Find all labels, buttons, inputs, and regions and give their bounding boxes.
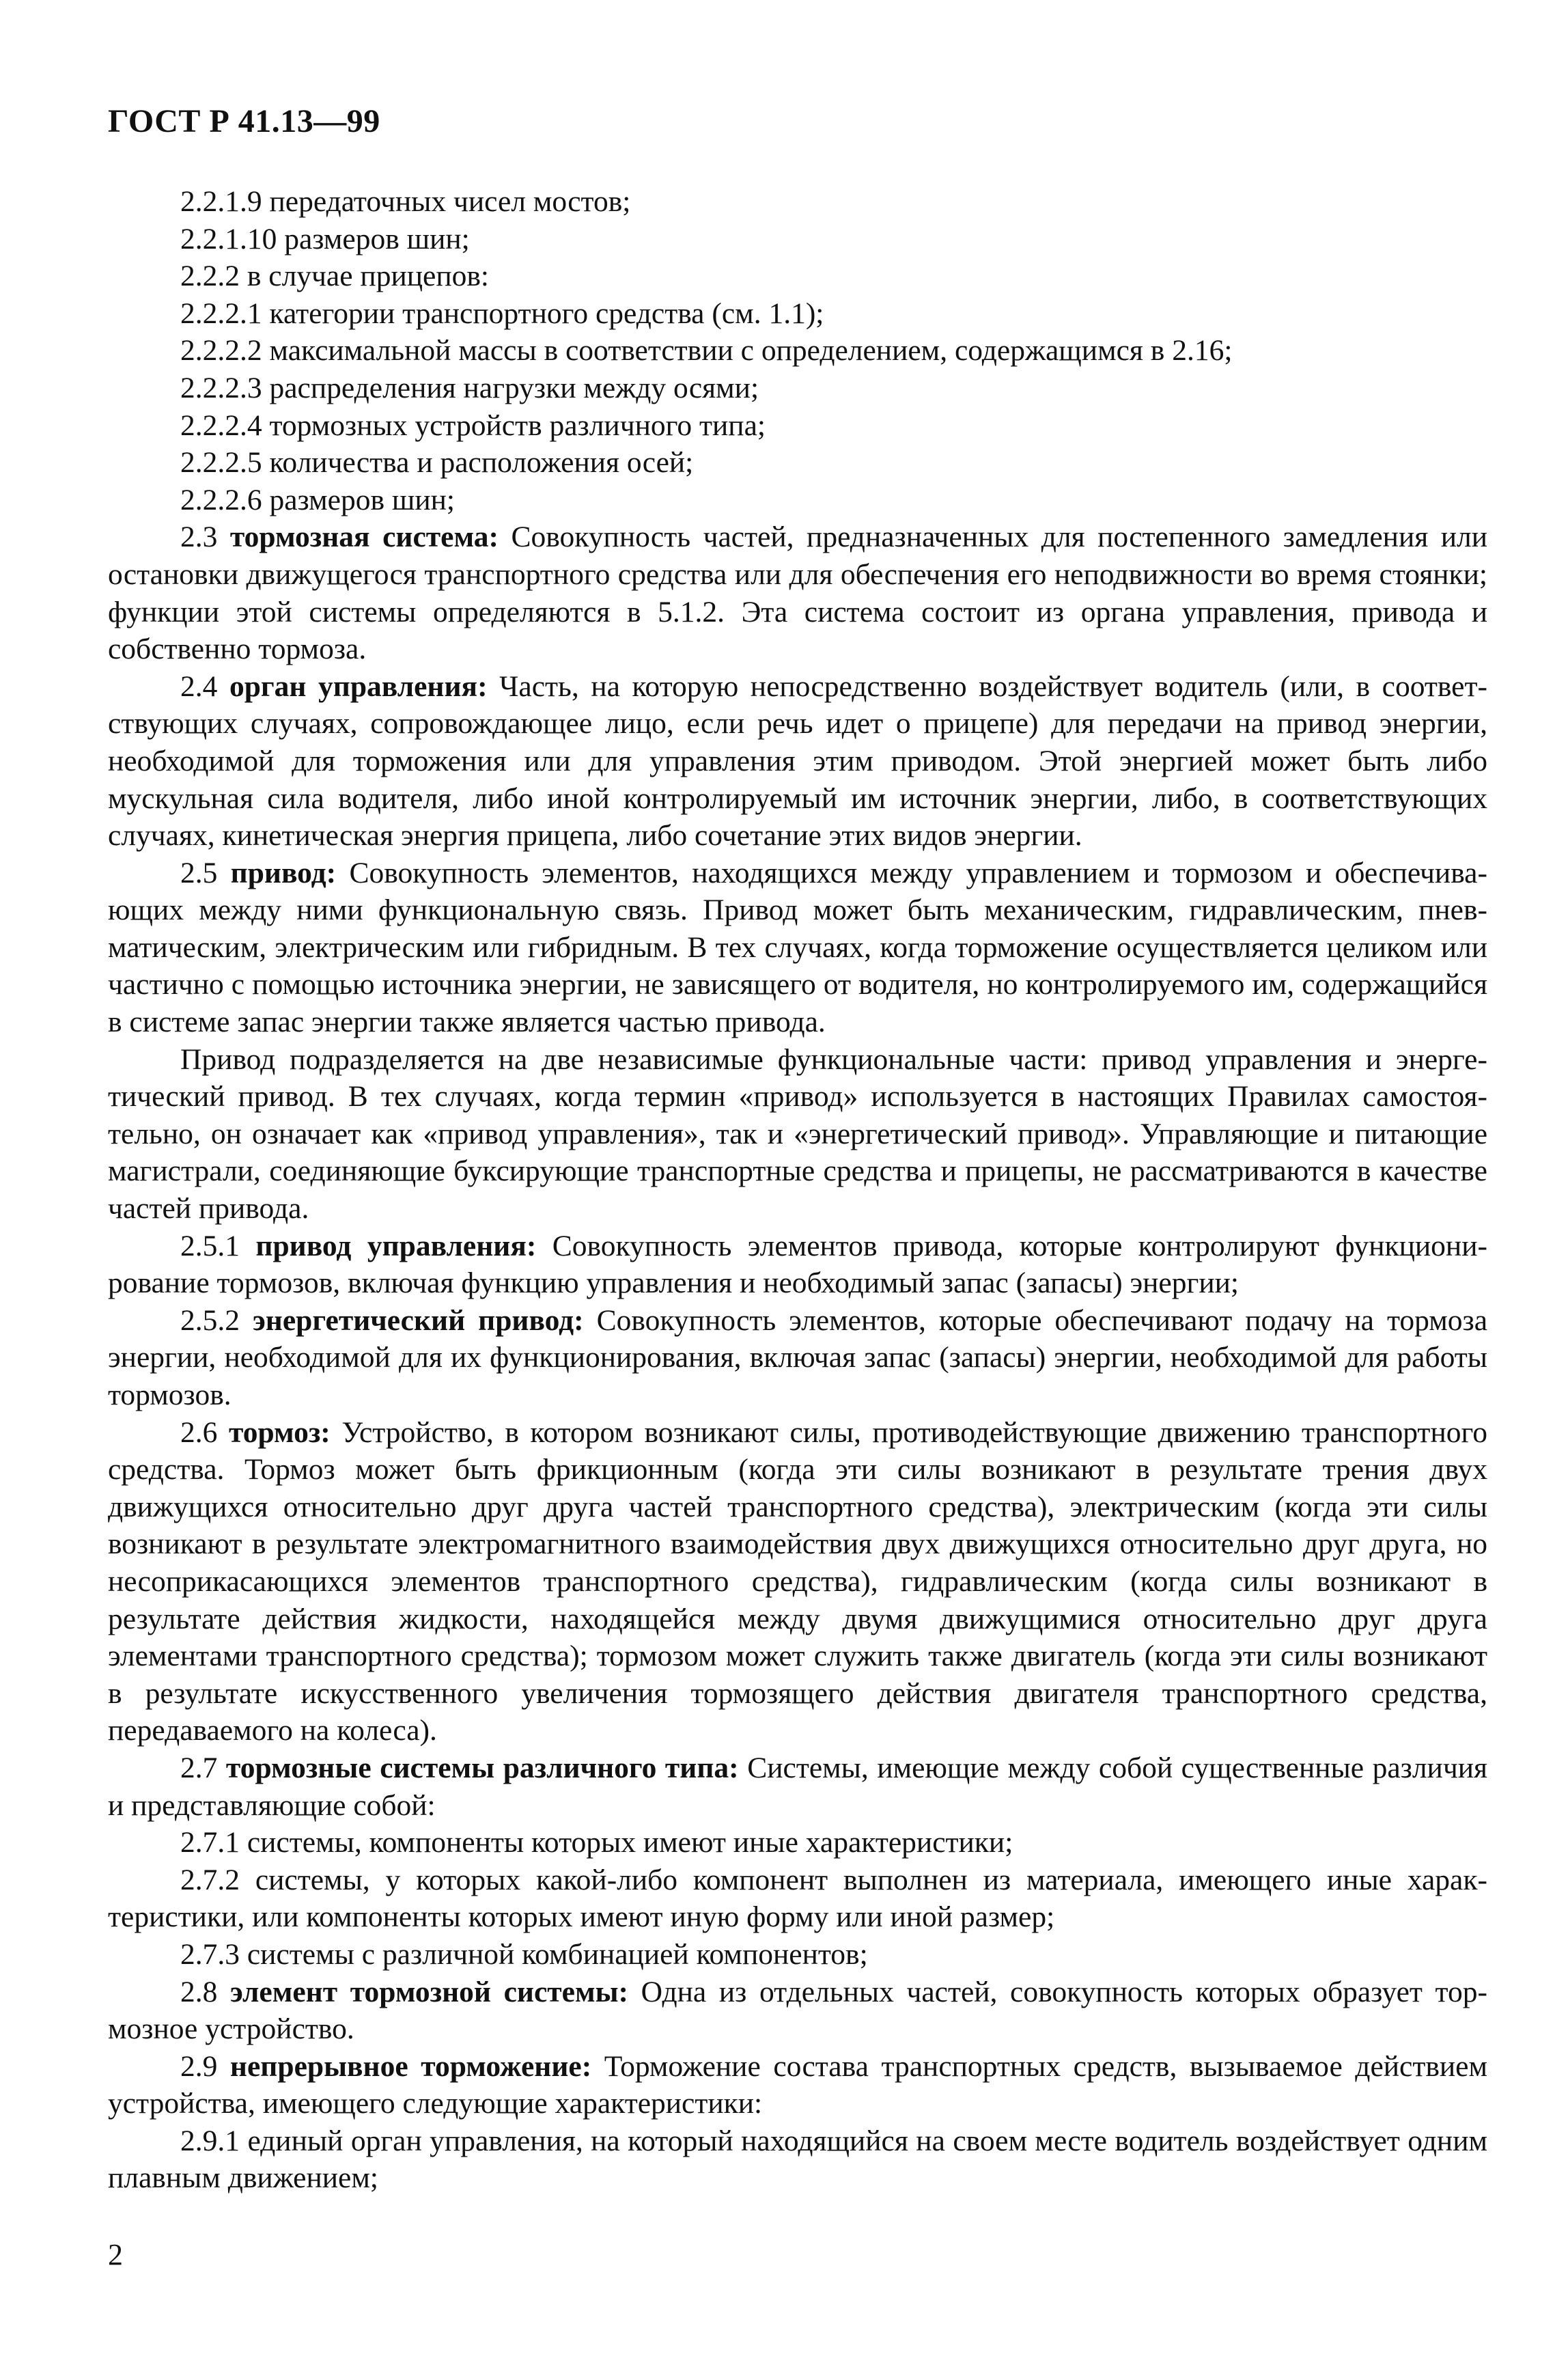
defined-term: тормозные системы различного типа: (217, 1751, 739, 1784)
paragraph (108, 668, 1487, 855)
clause-number: 2.2.1.10 (180, 222, 277, 255)
paragraph-text: Системы, имеющие между собой существенные различия и представляющие собой: (108, 1751, 1487, 1822)
paragraph-text: Устройство, в котором возникают силы, противодействующие движению транспортного средства. Тормоз может быть фрикционным (когда эти силы возникают в результате трения двух движущихся относительно друг друга частей транспортного средства), электрическим (когда эти силы возникают в результате электромагнитного взаимодействия двух движущихся относительно друг друга, но несоприкасающихся элементов транспортного средства), гидравлическим (когда силы возникают в результате действия жидкости, находящейся между двумя движущимися относительно друг друга элементами транспортного средства); тормозом может служить также двигатель (когда эти силы возникают в результате искусственного увеличения тормозящего действия двигателя транспортного средства, передаваемого на колеса). (108, 1415, 1487, 1747)
page-number: 2 (108, 2238, 123, 2271)
clause-number: 2.7 (180, 1751, 218, 1784)
paragraph-text: Привод подразделяется на две независимые функциональные части: привод управления и энергетический привод. В тех случаях, когда термин «привод» используется в настоящих Правилах самостоятельно, он означает как «привод управления», так и «энергетический привод». Управляющие и питающие магистрали, соединяющие буксирующие транспортные средства и прицепы, не рассматриваются в качестве частей привода. (108, 1042, 1487, 1226)
paragraph-text: системы с различной комбинацией компонентов; (240, 1937, 868, 1971)
paragraph (108, 1414, 1487, 1749)
clause-number: 2.2.2.4 (180, 409, 262, 442)
paragraph (108, 407, 1487, 445)
defined-term: тормозная система: (217, 521, 499, 554)
paragraph-text: передаточных чисел мостов; (262, 185, 631, 218)
paragraph-text: Совокупность элементов привода, которые контролируют функционирование тормозов, включая функцию управления и необходимый запас (запасы) энергии; (108, 1229, 1487, 1300)
clause-number: 2.7.3 (180, 1937, 240, 1971)
paragraph (108, 1974, 1487, 2048)
defined-term: энергетический привод: (240, 1303, 584, 1337)
clause-number: 2.2.2.1 (180, 296, 262, 330)
clause-number: 2.2.1.9 (180, 185, 262, 218)
paragraph-text: единый орган управления, на который находящийся на своем месте водитель воздействует одним плавным движением; (108, 2124, 1487, 2195)
clause-number: 2.7.1 (180, 1826, 240, 1859)
paragraph-text: размеров шин; (277, 222, 470, 255)
defined-term: привод управления: (240, 1229, 537, 1262)
clause-number: 2.4 (180, 669, 218, 703)
paragraph-text: максимальной массы в соответствии с определением, содержащимся в 2.16; (262, 334, 1233, 368)
paragraph (108, 183, 1487, 221)
paragraph-text: Торможение состава транспортных средств, вызываемое действием устройства, имеющего следующие характеристики: (108, 2049, 1488, 2120)
defined-term: орган управления: (217, 669, 488, 703)
paragraph (108, 1302, 1487, 1414)
paragraph-text: Совокупность элементов, которые обеспечивают подачу на тормоза энергии, необходимой для их функционирования, включая запас (запасы) энергии, необходимой для работы тормозов. (108, 1303, 1487, 1411)
paragraph-text: Совокупность частей, предназначенных для постепенного замедления или остановки движущегося транспортного средства или для обеспечения его неподвижности во время стоянки; функции этой системы определяются в 5.1.2. Эта система состоит из органа управления, привода и собственно тормоза. (108, 521, 1487, 666)
paragraph (108, 518, 1487, 667)
paragraph-text: в случае прицепов: (240, 260, 489, 293)
paragraph-text: тормозных устройств различного типа; (262, 409, 766, 442)
defined-term: тормоз: (217, 1415, 331, 1449)
paragraph (108, 2048, 1487, 2122)
paragraph (108, 444, 1487, 482)
document-code-header: ГОСТ Р 41.13—99 (108, 103, 380, 139)
paragraph (108, 258, 1487, 295)
paragraph-text: распределения нагрузки между осями; (262, 371, 759, 404)
clause-number: 2.2.2.2 (180, 334, 262, 368)
paragraph (108, 482, 1487, 519)
clause-number: 2.8 (180, 1975, 218, 2008)
clause-number: 2.2.2 (180, 260, 240, 293)
clause-number: 2.9.1 (180, 2124, 240, 2157)
clause-number: 2.7.2 (180, 1863, 240, 1896)
paragraph-text: Одна из отдельных частей, совокупность которых образует тормозное устройство. (108, 1975, 1487, 2046)
paragraph (108, 2122, 1487, 2197)
paragraph-text: системы, компоненты которых имеют иные характеристики; (240, 1826, 1013, 1859)
paragraph-text: Совокупность элементов, находящихся между управлением и тормозом и обеспечивающих между ними функциональную связь. Привод может быть механическим, гидравлическим, пневматическим, электрическим или гибридным. В тех случаях, когда торможение осуществляется целиком или частично с помощью источника энергии, не зависящего от водителя, но контролируемого им, содержащийся в системе запас энергии также является частью привода. (108, 856, 1487, 1039)
clause-number: 2.5.1 (180, 1229, 240, 1262)
clause-number: 2.5.2 (180, 1303, 240, 1337)
defined-term: привод: (217, 856, 337, 889)
document-body (108, 183, 1487, 2197)
paragraph (108, 1936, 1487, 1974)
paragraph (108, 1862, 1487, 1936)
paragraph-text: системы, у которых какой-либо компонент выполнен из материала, имеющего иные характеристики, или компоненты которых имеют иную форму или иной размер; (108, 1863, 1487, 1934)
clause-number: 2.3 (180, 521, 218, 554)
paragraph (108, 1228, 1487, 1302)
defined-term: элемент тормозной системы: (217, 1975, 629, 2008)
clause-number: 2.5 (180, 856, 218, 889)
paragraph (108, 221, 1487, 258)
paragraph (108, 855, 1487, 1041)
paragraph (108, 332, 1487, 370)
defined-term: непрерывное торможение: (217, 2049, 592, 2083)
clause-number: 2.2.2.6 (180, 483, 262, 516)
clause-number: 2.2.2.3 (180, 371, 262, 404)
clause-number: 2.6 (180, 1415, 218, 1449)
paragraph-text: размеров шин; (262, 483, 456, 516)
paragraph (108, 1824, 1487, 1862)
paragraph-text: Часть, на которую непосредственно воздействует водитель (или, в соответствующих случаях, сопровождающее лицо, если речь идет о прицепе) для передачи на привод энергии, необходимой для торможения или для управления этим приводом. Этой энергией может быть либо мускульная сила водителя, либо иной контролируемый им источник энергии, либо, в соответствующих случаях, кинетическая энергия прицепа, либо сочетание этих видов энергии. (108, 669, 1488, 853)
paragraph-text: количества и расположения осей; (262, 446, 694, 480)
paragraph-text: категории транспортного средства (см. 1.1); (262, 296, 824, 330)
clause-number: 2.9 (180, 2049, 218, 2083)
paragraph (108, 295, 1487, 333)
paragraph (108, 370, 1487, 407)
paragraph (108, 1041, 1487, 1228)
paragraph (108, 1749, 1487, 1824)
clause-number: 2.2.2.5 (180, 446, 262, 480)
